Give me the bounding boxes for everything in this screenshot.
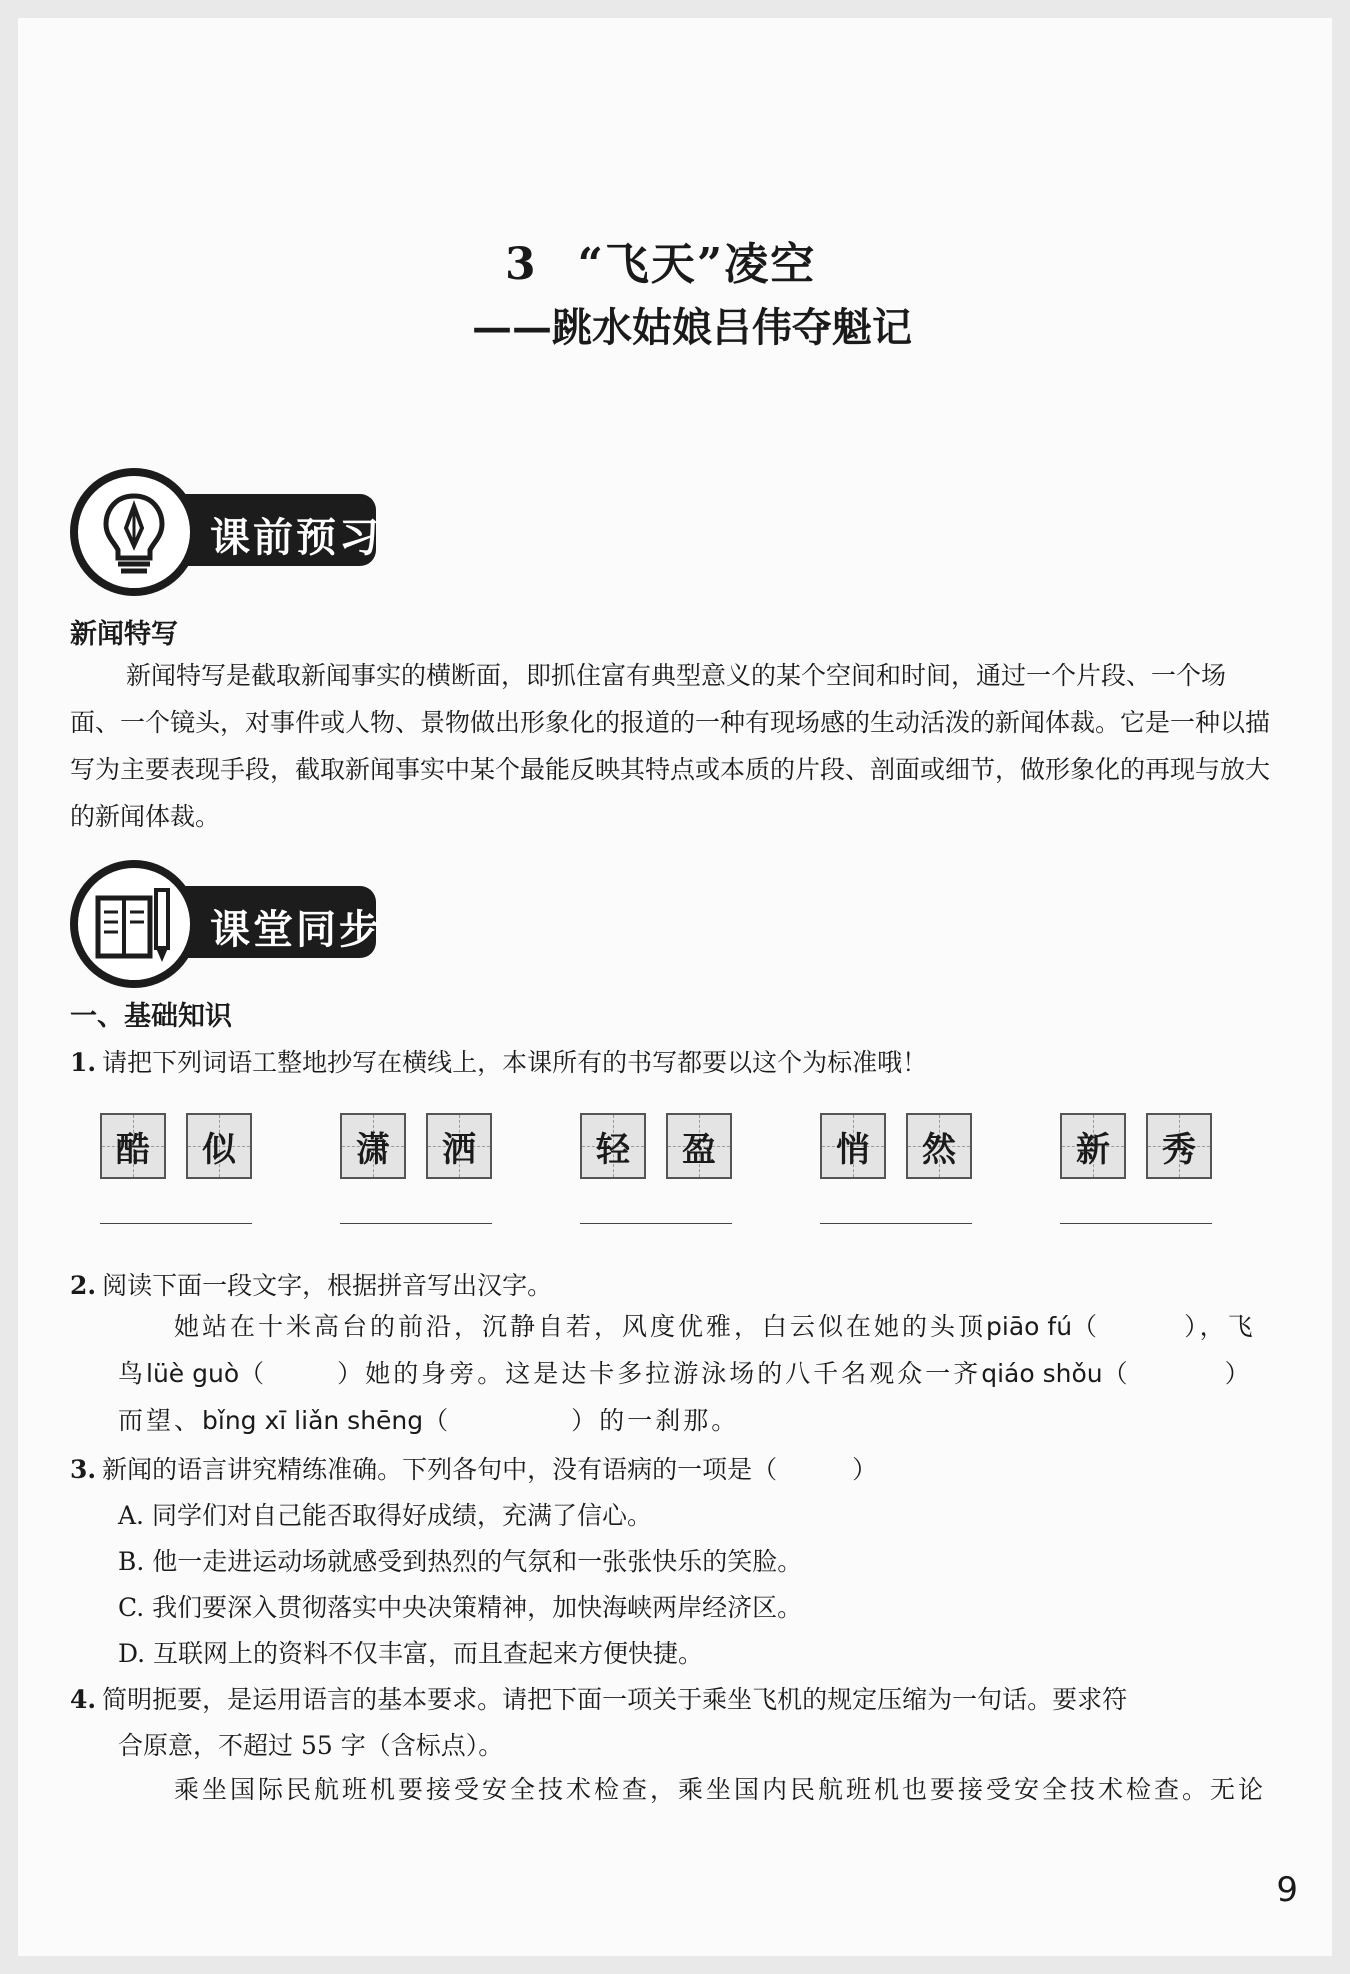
question-number: 4. (70, 1685, 97, 1714)
question-text: 请把下列词语工整地抄写在横线上，本课所有的书写都要以这个为标准哦！ (102, 1048, 928, 1077)
grid-character: 酷 (116, 1129, 150, 1170)
question-4-continued: 合原意，不超过 55 字（含标点）。 (118, 1731, 504, 1760)
question-1 (70, 1043, 927, 1079)
question-number: 3. (70, 1455, 97, 1484)
pinyin-prompt: piāo fú (986, 1312, 1073, 1341)
tian-grid-cell (100, 1113, 166, 1179)
answer-line[interactable] (340, 1223, 492, 1224)
question-text: 新闻的语言讲究精练准确。下列各句中，没有语病的一项是（ ） (102, 1455, 878, 1484)
pinyin-prompt: qiáo shǒu (981, 1359, 1103, 1388)
answer-line[interactable] (100, 1223, 252, 1224)
question-number: 2. (70, 1271, 97, 1300)
tian-grid-cell (820, 1113, 886, 1179)
grid-character: 盈 (682, 1129, 716, 1170)
passage-text: 的一刹那。 (599, 1406, 740, 1435)
question-text: 阅读下面一段文字，根据拼音写出汉字。 (102, 1271, 553, 1300)
tian-grid-cell (906, 1113, 972, 1179)
question-text: 简明扼要，是运用语言的基本要求。请把下面一项关于乘坐飞机的规定压缩为一句话。要求符 (102, 1685, 1128, 1714)
grid-character: 似 (202, 1129, 236, 1170)
question-4 (70, 1680, 1127, 1716)
question-4-passage: 乘坐国际民航班机要接受安全技术检查，乘坐国内民航班机也要接受安全技术检查。无论 (174, 1775, 1267, 1804)
tian-grid-cell (1146, 1113, 1212, 1179)
preview-paragraph: 新闻特写是截取新闻事实的横断面，即抓住富有典型意义的某个空间和时间，通过一个片段、一个场面、一个镜头，对事件或人物、景物做出形象化的报道的一种有现场感的生动活泼的新闻体裁。它是一种以描写为主要表现手段，截取新闻事实中某个最能反映其特点或本质的片段、剖面或细节，做形象化的再现与放大的新闻体裁。 (70, 661, 1271, 831)
tian-grid-cell (580, 1113, 646, 1179)
grid-character: 秀 (1162, 1129, 1196, 1170)
tian-grid-cell (666, 1113, 732, 1179)
option-b[interactable]: B. 他一走进运动场就感受到热烈的气氛和一张张快乐的笑脸。 (118, 1547, 803, 1576)
preview-heading: 新闻特写 (70, 619, 178, 650)
passage-text: 她站在十米高台的前沿，沉静自若，风度优雅，白云似在她的头顶 (174, 1312, 987, 1341)
tian-grid-cell (340, 1113, 406, 1179)
answer-line[interactable] (820, 1223, 972, 1224)
passage-text: ，飞鸟 (118, 1312, 1256, 1388)
option-d[interactable]: D. 互联网上的资料不仅丰富，而且查起来方便快捷。 (118, 1639, 704, 1668)
grid-character: 然 (922, 1129, 956, 1170)
grid-character: 新 (1076, 1129, 1110, 1170)
books-pencil-icon (70, 860, 198, 988)
grid-character: 悄 (836, 1129, 870, 1170)
pinyin-passage: 她站在十米高台的前沿，沉静自若，风度优雅，白云似在她的头顶piāo fú（ ），飞鸟lüè guò（ ）她的身旁。这是达卡多拉游泳场的八千名观众一齐qiáo shǒu（ ）而望、bǐng xī liǎn shēng（ ）的一刹那。 (118, 1312, 1256, 1435)
option-c[interactable]: C. 我们要深入贯彻落实中央决策精神，加快海峡两岸经济区。 (118, 1593, 803, 1622)
class-section-badge (70, 860, 400, 984)
passage-text: 她的身旁。这是达卡多拉游泳场的八千名观众一齐 (365, 1359, 982, 1388)
tian-grid-cell (186, 1113, 252, 1179)
grid-character: 潇 (356, 1129, 390, 1170)
grid-character: 洒 (442, 1129, 476, 1170)
preview-section-label: 课前预习 (210, 515, 382, 561)
passage-text: 而望、 (118, 1406, 203, 1435)
grid-character: 轻 (596, 1129, 630, 1170)
preview-section-badge (70, 468, 400, 592)
question-number: 1. (70, 1048, 97, 1077)
lesson-title-text: “飞天”凌空 (577, 239, 817, 290)
answer-line[interactable] (580, 1223, 732, 1224)
lesson-subtitle: ——跳水姑娘吕伟夺魁记 (472, 304, 912, 351)
page-number: 9 (1276, 1870, 1298, 1910)
tian-grid-cell (426, 1113, 492, 1179)
pinyin-prompt: bǐng xī liǎn shēng (202, 1406, 424, 1435)
question-3 (70, 1450, 877, 1486)
basic-knowledge-heading: 一、基础知识 (70, 1001, 232, 1032)
workbook-page (18, 18, 1332, 1956)
question-2 (70, 1266, 552, 1302)
lesson-title (505, 228, 816, 292)
answer-line[interactable] (1060, 1223, 1212, 1224)
pinyin-prompt: lüè guò (146, 1359, 240, 1388)
lesson-number: 3 (505, 239, 538, 290)
lightbulb-pen-icon (70, 468, 198, 596)
option-a[interactable]: A. 同学们对自己能否取得好成绩，充满了信心。 (118, 1501, 652, 1530)
tian-grid-cell (1060, 1113, 1126, 1179)
class-section-label: 课堂同步 (210, 907, 382, 953)
